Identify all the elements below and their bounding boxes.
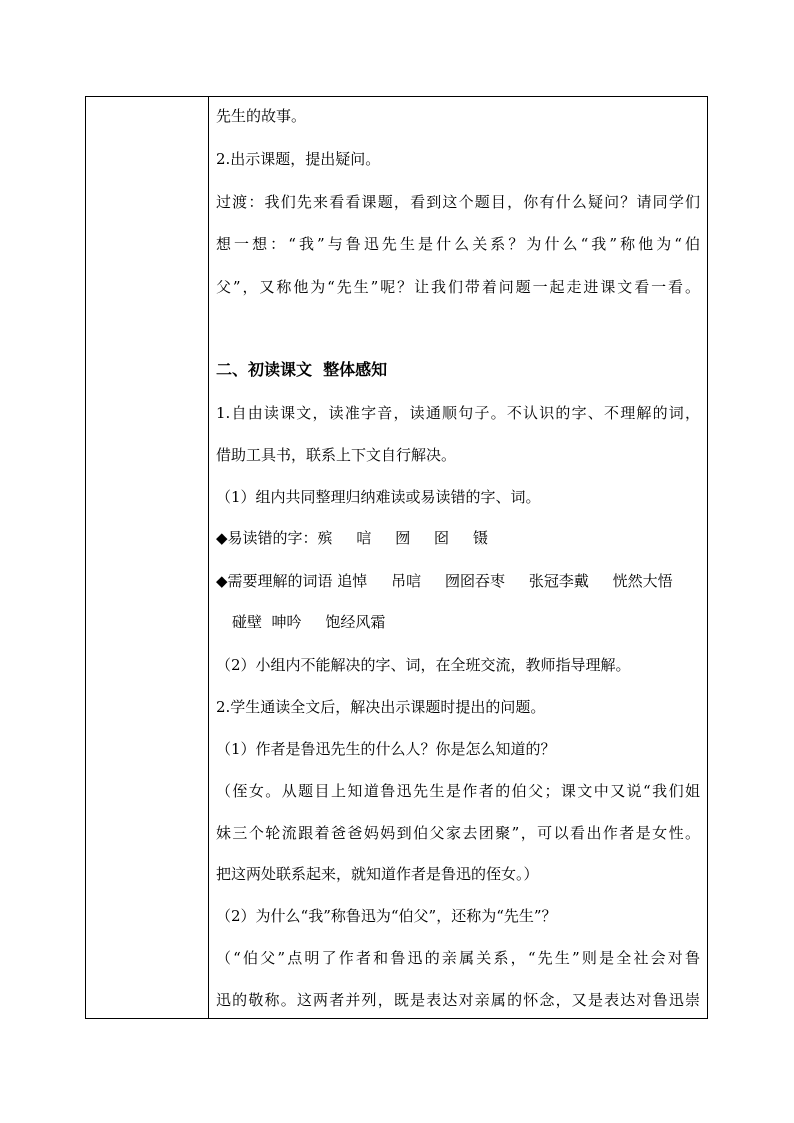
text-line: （1）作者是鲁迅先生的什么人？你是怎么知道的？ [216, 740, 556, 758]
text-line: 迅的敬称。这两者并列，既是表达对亲属的怀念，又是表达对鲁迅崇 [216, 991, 700, 1009]
column-divider [208, 97, 209, 1018]
text-line: （2）小组内不能解决的字、词，在全班交流，教师指导理解。 [216, 656, 631, 674]
text-line: 1.自由读课文，读准字音，读通顺句子。不认识的字、不理解的词， [216, 404, 700, 422]
section-heading: 二、初读课文 整体感知 [216, 360, 388, 379]
text-line: （2）为什么“我”称鲁迅为“伯父”，还称为“先生”？ [216, 907, 557, 925]
text-line: 先生的故事。 [216, 107, 307, 125]
text-line: 2.学生通读全文后，解决出示课题时提出的问题。 [216, 698, 546, 716]
text-line: 把这两处联系起来，就知道作者是鲁迅的侄女。） [216, 865, 539, 883]
text-line: 碰壁 呻吟 饱经风霜 [232, 613, 386, 631]
text-line: （1）组内共同整理归纳难读或易读错的字、词。 [216, 488, 541, 506]
text-line: 借助工具书，联系上下文自行解决。 [216, 446, 457, 464]
text-line: （侄女。从题目上知道鲁迅先生是作者的伯父；课文中又说“我们姐 [216, 782, 700, 800]
text-line: 想一想：“我”与鲁迅先生是什么关系？为什么“我”称他为“伯 [216, 235, 700, 253]
text-line: 妹三个轮流跟着爸爸妈妈到伯父家去团聚”，可以看出作者是女性。 [216, 824, 700, 842]
text-line: ◆易读错的字：殡 唁 囫 囵 镊 [216, 529, 488, 547]
text-line: 父”，又称他为“先生”呢？让我们带着问题一起走进课文看一看。 [216, 278, 700, 296]
text-line: 过渡：我们先来看看课题，看到这个题目，你有什么疑问？请同学们 [216, 193, 700, 211]
text-line: 2.出示课题，提出疑问。 [216, 150, 381, 168]
text-line: ◆需要理解的词语 追悼 吊唁 囫囵吞枣 张冠李戴 恍然大悟 [216, 572, 673, 590]
text-line: （“伯父”点明了作者和鲁迅的亲属关系，“先生”则是全社会对鲁 [216, 949, 700, 967]
